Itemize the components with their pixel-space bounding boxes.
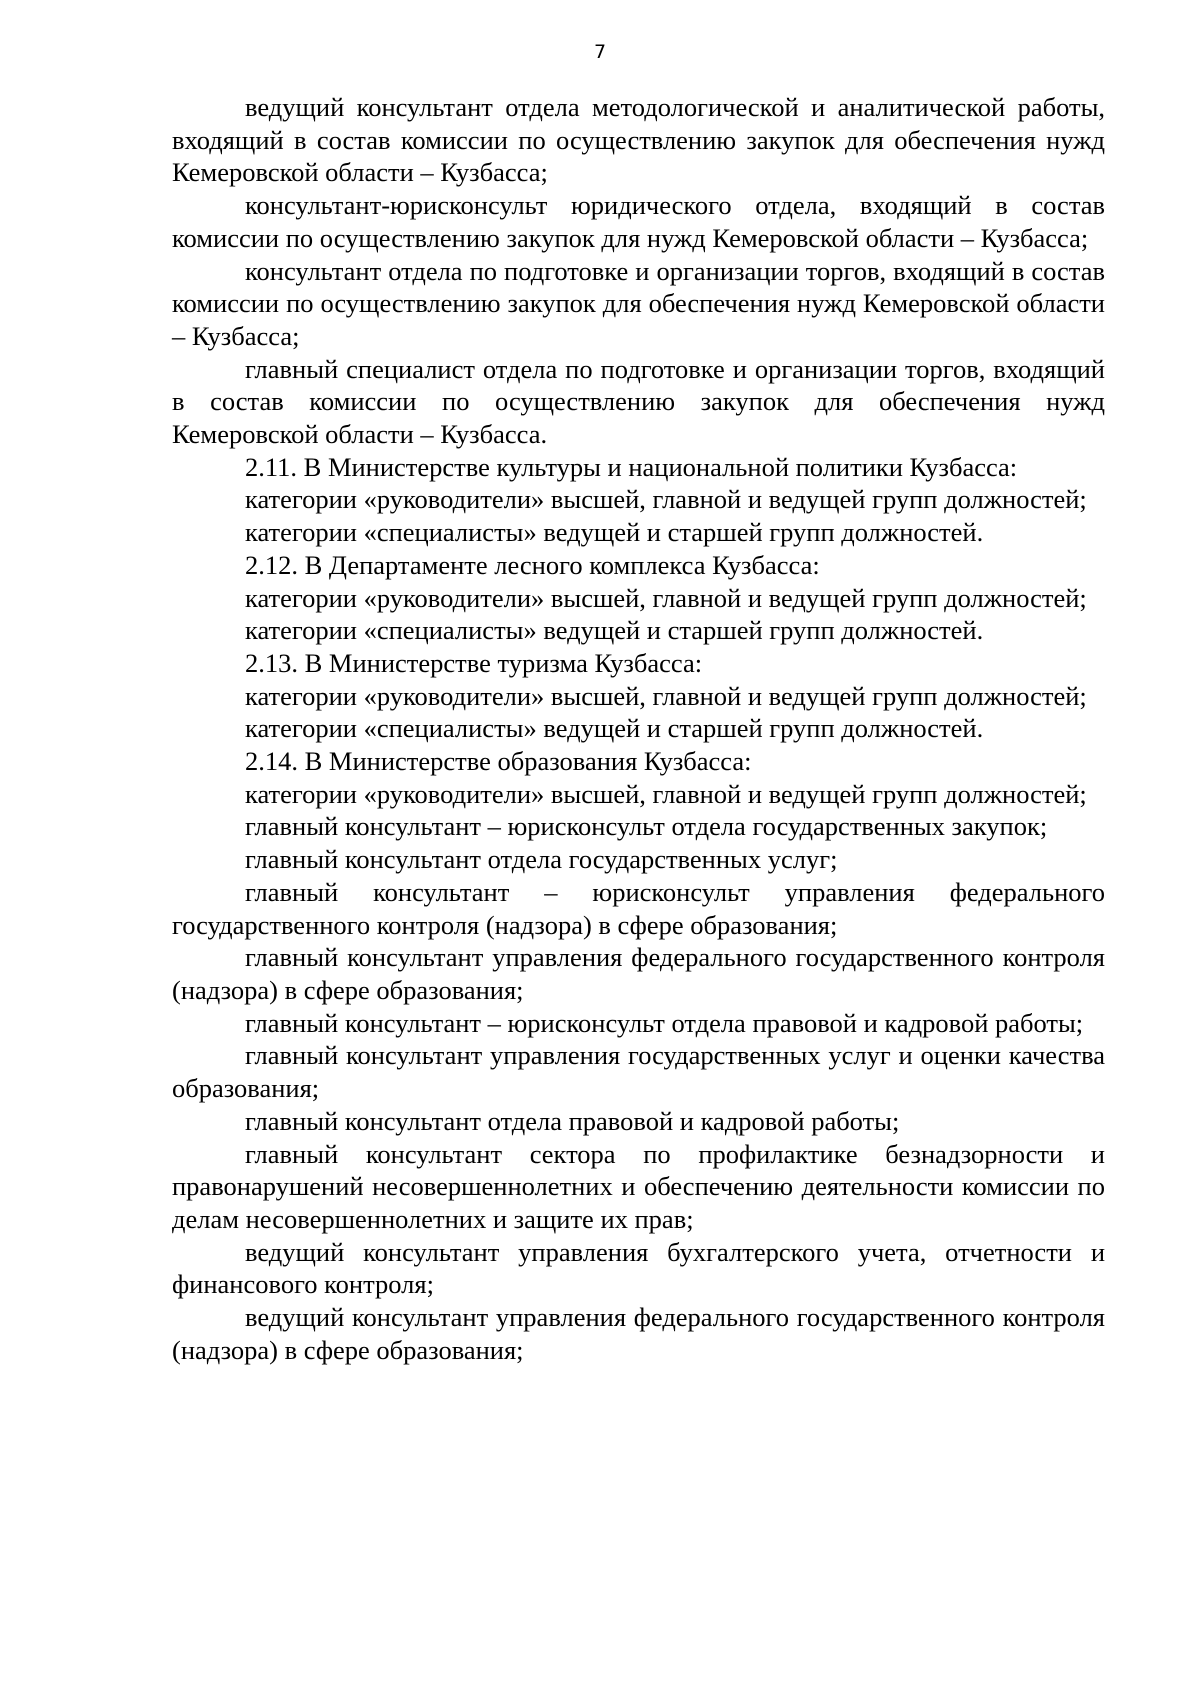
section-heading: 2.12. В Департаменте лесного комплекса Кузбасса:	[245, 549, 820, 580]
paragraph: главный консультант отдела правовой и кадровой работы;	[245, 1105, 900, 1136]
paragraph: главный консультант – юрисконсульт управления федерального государственного контроля (надзора) в сфере образования;	[172, 876, 1105, 940]
paragraph: главный специалист отдела по подготовке и организации торгов, входящий в состав комиссии по осуществлению закупок для обеспечения нужд Кемеровской области – Кузбасса.	[172, 353, 1105, 450]
paragraph: категории «специалисты» ведущей и старшей групп должностей.	[245, 517, 984, 548]
paragraph: главный консультант управления федерального государственного контроля (надзора) в сфере образования;	[172, 942, 1105, 1005]
paragraph: категории «руководители» высшей, главной и ведущей групп должностей;	[245, 778, 1087, 809]
paragraph: главный консультант отдела государственных услуг;	[245, 844, 838, 875]
paragraph: ведущий консультант управления бухгалтерского учета, отчетности и финансового контроля;	[172, 1236, 1105, 1300]
paragraph: главный консультант управления государственных услуг и оценки качества образования;	[172, 1040, 1105, 1104]
paragraph: консультант-юрисконсульт юридического отдела, входящий в состав комиссии по осуществлению закупок для нужд Кемеровской области – Кузбасса;	[172, 190, 1105, 253]
section-heading: 2.14. В Министерстве образования Кузбасса:	[245, 746, 752, 777]
section-heading: 2.13. В Министерстве туризма Кузбасса:	[245, 647, 703, 678]
document-body	[172, 91, 1105, 1366]
paragraph: главный консультант сектора по профилактике безнадзорности и правонарушений несовершеннолетних и обеспечению деятельности комиссии по делам несовершеннолетних и защите их прав;	[172, 1138, 1105, 1234]
paragraph: категории «руководители» высшей, главной и ведущей групп должностей;	[245, 484, 1087, 515]
paragraph: консультант отдела по подготовке и организации торгов, входящий в состав комиссии по осуществлению закупок для обеспечения нужд Кемеровской области – Кузбасса;	[172, 255, 1105, 351]
paragraph: главный консультант – юрисконсульт отдела государственных закупок;	[245, 811, 1048, 842]
paragraph: категории «специалисты» ведущей и старшей групп должностей.	[245, 713, 984, 744]
paragraph: категории «руководители» высшей, главной и ведущей групп должностей;	[245, 582, 1087, 613]
section-heading: 2.11. В Министерстве культуры и национальной политики Кузбасса:	[245, 451, 1018, 482]
paragraph: ведущий консультант управления федерального государственного контроля (надзора) в сфере образования;	[172, 1302, 1105, 1365]
paragraph: категории «руководители» высшей, главной и ведущей групп должностей;	[245, 680, 1087, 711]
paragraph: категории «специалисты» ведущей и старшей групп должностей.	[245, 615, 984, 646]
page-number: 7	[593, 41, 607, 63]
paragraph: ведущий консультант отдела методологической и аналитической работы, входящий в состав комиссии по осуществлению закупок для обеспечения нужд Кемеровской области – Кузбасса;	[172, 92, 1105, 188]
paragraph: главный консультант – юрисконсульт отдела правовой и кадровой работы;	[245, 1007, 1084, 1038]
